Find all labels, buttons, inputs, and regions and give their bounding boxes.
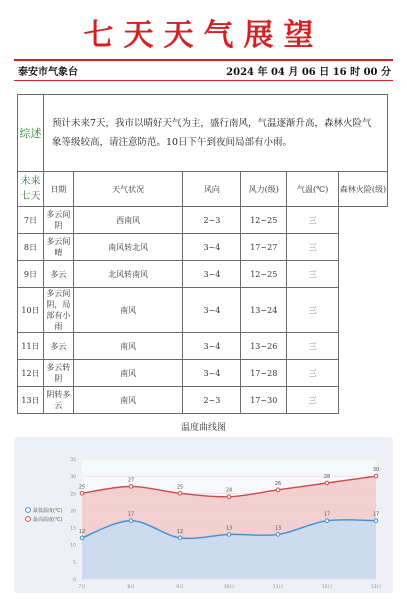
wind-force-cell: 2~3 xyxy=(183,207,241,234)
legend-marker xyxy=(26,517,31,522)
data-label: 12 xyxy=(78,528,86,535)
date-cell: 7日 xyxy=(18,207,44,234)
weather-cell: 多云间阴 xyxy=(43,207,73,234)
data-point xyxy=(80,491,84,495)
temperature-cell: 17~28 xyxy=(241,360,287,387)
y-tick-label: 5 xyxy=(73,560,76,566)
top-divider xyxy=(14,59,393,61)
wind-direction-cell: 南风 xyxy=(73,288,183,333)
date-cell: 13日 xyxy=(18,387,44,414)
forecast-row xyxy=(18,261,388,288)
weather-cell: 阴转多云 xyxy=(43,387,73,414)
fire-risk-cell: 三 xyxy=(287,387,339,414)
chart-title: 温度曲线图 xyxy=(180,423,226,433)
fire-risk-cell: 三 xyxy=(287,360,339,387)
data-point xyxy=(374,519,378,523)
summary-text: 预计未来7天，我市以晴好天气为主，盛行南风，气温逐渐升高，森林火险气象等级较高，请注意防范。10日下午到夜间局部有小雨。 xyxy=(43,95,387,172)
weather-cell: 多云 xyxy=(43,261,73,288)
x-tick-label: 9日 xyxy=(176,585,184,590)
data-point xyxy=(178,536,182,540)
data-point xyxy=(227,533,231,537)
data-label: 17 xyxy=(323,511,331,518)
data-label: 30 xyxy=(372,467,380,474)
fire-risk-cell: 三 xyxy=(287,333,339,360)
weather-cell: 多云间阴，局部有小雨 xyxy=(43,288,73,333)
date-cell: 8日 xyxy=(18,234,44,261)
wind-force-cell: 2~3 xyxy=(183,387,241,414)
legend-label: 最低温度(℃) xyxy=(33,508,63,514)
temperature-chart-svg xyxy=(14,437,393,593)
data-point xyxy=(374,474,378,478)
data-label: 17 xyxy=(127,511,135,518)
wind-direction-cell: 西南风 xyxy=(73,207,183,234)
data-point xyxy=(325,481,329,485)
wind-force-cell: 3~4 xyxy=(183,360,241,387)
y-tick-label: 25 xyxy=(70,492,76,498)
y-tick-label: 15 xyxy=(70,526,76,532)
temperature-cell: 17~27 xyxy=(241,234,287,261)
forecast-row xyxy=(18,360,388,387)
x-tick-label: 10日 xyxy=(223,585,235,590)
wind-force-cell: 3~4 xyxy=(183,288,241,333)
forecast-row xyxy=(18,234,388,261)
header-wind-force: 风力(级) xyxy=(241,172,287,207)
data-label: 12 xyxy=(176,528,184,535)
issuer-name: 泰安市气象台 xyxy=(18,67,78,78)
temperature-cell: 12~25 xyxy=(241,207,287,234)
forecast-table xyxy=(17,94,388,414)
header-date: 日期 xyxy=(43,172,73,207)
x-tick-label: 13日 xyxy=(370,585,382,590)
data-label: 13 xyxy=(225,525,233,532)
weather-cell: 多云 xyxy=(43,333,73,360)
data-point xyxy=(325,519,329,523)
date-cell: 12日 xyxy=(18,360,44,387)
legend-label: 最高温度(℃) xyxy=(33,517,63,523)
fire-risk-cell: 三 xyxy=(287,261,339,288)
data-label: 25 xyxy=(176,484,184,491)
y-tick-label: 20 xyxy=(70,509,76,515)
data-label: 28 xyxy=(323,474,331,480)
date-cell: 9日 xyxy=(18,261,44,288)
wind-direction-cell: 北风转南风 xyxy=(73,261,183,288)
side-label: 未来七天 xyxy=(18,172,44,207)
data-point xyxy=(276,488,280,492)
temperature-chart xyxy=(14,437,393,593)
y-tick-label: 0 xyxy=(73,578,76,583)
x-tick-label: 12日 xyxy=(321,585,333,590)
legend-marker xyxy=(26,508,31,513)
bottom-divider xyxy=(14,80,393,81)
page-title: 七天天气展望 xyxy=(83,18,324,53)
header-fire-risk: 森林火险(级) xyxy=(339,172,388,207)
x-tick-label: 8日 xyxy=(127,585,135,590)
data-point xyxy=(276,533,280,537)
data-point xyxy=(178,491,182,495)
data-point xyxy=(227,495,231,499)
summary-label: 综述 xyxy=(18,95,44,172)
temperature-cell: 13~26 xyxy=(241,333,287,360)
data-label: 25 xyxy=(78,484,86,491)
temperature-cell: 17~30 xyxy=(241,387,287,414)
data-label: 13 xyxy=(274,525,282,532)
temperature-cell: 13~24 xyxy=(241,288,287,333)
data-point xyxy=(129,519,133,523)
temperature-cell: 12~25 xyxy=(241,261,287,288)
wind-force-cell: 3~4 xyxy=(183,261,241,288)
fire-risk-cell: 三 xyxy=(287,207,339,234)
weather-cell: 多云转阴 xyxy=(43,360,73,387)
wind-direction-cell: 南风转北风 xyxy=(73,234,183,261)
y-tick-label: 10 xyxy=(70,543,76,549)
header-weather: 天气状况 xyxy=(73,172,183,207)
wind-force-cell: 3~4 xyxy=(183,333,241,360)
wind-force-cell: 3~4 xyxy=(183,234,241,261)
subheader xyxy=(16,61,391,79)
y-tick-label: 35 xyxy=(70,458,76,463)
wind-direction-cell: 南风 xyxy=(73,360,183,387)
wind-direction-cell: 南风 xyxy=(73,333,183,360)
fire-risk-cell: 三 xyxy=(287,234,339,261)
issue-time: 2024 年 04 月 06 日 16 时 00 分 xyxy=(226,67,391,78)
forecast-row xyxy=(18,387,388,414)
x-tick-label: 11日 xyxy=(272,585,284,590)
data-label: 24 xyxy=(225,487,233,494)
data-point xyxy=(129,485,133,489)
weather-cell: 多云间晴 xyxy=(43,234,73,261)
data-point xyxy=(80,536,84,540)
forecast-row xyxy=(18,288,388,333)
date-cell: 11日 xyxy=(18,333,44,360)
fire-risk-cell: 三 xyxy=(287,288,339,333)
header-wind-direction: 风向 xyxy=(183,172,241,207)
x-tick-label: 7日 xyxy=(78,585,86,590)
data-label: 27 xyxy=(127,477,135,484)
forecast-row xyxy=(18,333,388,360)
forecast-row xyxy=(18,207,388,234)
date-cell: 10日 xyxy=(18,288,44,333)
header-temperature: 气温(℃) xyxy=(287,172,339,207)
data-label: 26 xyxy=(274,480,282,487)
data-label: 17 xyxy=(372,511,380,518)
y-tick-label: 30 xyxy=(70,475,76,481)
wind-direction-cell: 南风 xyxy=(73,387,183,414)
